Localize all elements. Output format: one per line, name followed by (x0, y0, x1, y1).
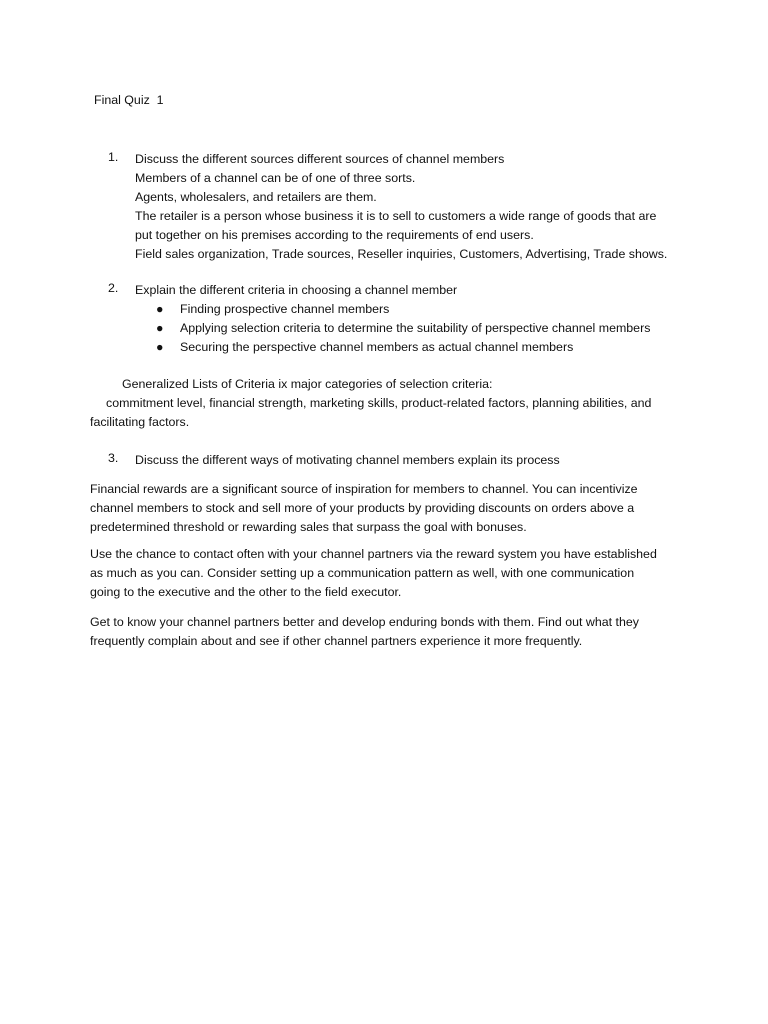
paragraph-line: frequently complain about and see if other channel partners experience it more frequently. (90, 634, 583, 648)
paragraph-line: Use the chance to contact often with your channel partners via the reward system you have established (90, 547, 657, 561)
answer-paragraph (90, 613, 680, 651)
list-item-text: Applying selection criteria to determine the suitability of perspective channel members (180, 321, 651, 335)
question-3 (108, 451, 708, 470)
question-prompt: Discuss the different sources different sources of channel members (135, 152, 505, 166)
question-2 (108, 281, 708, 357)
list-item-text: Finding prospective channel members (180, 302, 390, 316)
criteria-heading: Generalized Lists of Criteria ix major categories of selection criteria: (122, 377, 493, 391)
question-number: 3. (108, 451, 119, 465)
bullet-list (108, 300, 708, 357)
paragraph-line: channel members to stock and sell more of your products by providing discounts on orders above a (90, 501, 635, 515)
paragraph-line: predetermined threshold or rewarding sales that surpass the goal with bonuses. (90, 520, 527, 534)
question-1 (108, 150, 708, 264)
answer-line: Members of a channel can be of one of three sorts. (135, 171, 416, 185)
answer-line: Field sales organization, Trade sources, Reseller inquiries, Customers, Advertising, Trade shows. (135, 247, 668, 261)
question-number: 1. (108, 150, 119, 164)
bullet-icon: ● (156, 340, 164, 354)
bullet-icon: ● (156, 302, 164, 316)
list-item (156, 300, 708, 319)
paragraph-line: as much as you can. Consider setting up a communication pattern as well, with one communication (90, 566, 635, 580)
answer-line: The retailer is a person whose business it is to sell to customers a wide range of goods that are (135, 209, 657, 223)
question-number: 2. (108, 281, 119, 295)
criteria-line: facilitating factors. (90, 415, 190, 429)
answer-line: put together on his premises according to the requirements of end users. (135, 228, 534, 242)
criteria-section (90, 375, 680, 432)
paragraph-line: Get to know your channel partners better and develop enduring bonds with them. Find out what they (90, 615, 639, 629)
list-item (156, 338, 708, 357)
answer-paragraph (90, 545, 680, 602)
answer-paragraph (90, 480, 680, 537)
question-prompt: Discuss the different ways of motivating channel members explain its process (135, 453, 560, 467)
list-item (156, 319, 708, 338)
bullet-icon: ● (156, 321, 164, 335)
page-title: Final Quiz 1 (94, 93, 164, 107)
question-prompt: Explain the different criteria in choosing a channel member (135, 283, 458, 297)
paragraph-line: Financial rewards are a significant source of inspiration for members to channel. You can incentivize (90, 482, 638, 496)
paragraph-line: going to the executive and the other to the field executor. (90, 585, 402, 599)
list-item-text: Securing the perspective channel members as actual channel members (180, 340, 574, 354)
answer-line: Agents, wholesalers, and retailers are them. (135, 190, 377, 204)
criteria-line: commitment level, financial strength, marketing skills, product-related factors, planning abilities, and (106, 396, 652, 410)
